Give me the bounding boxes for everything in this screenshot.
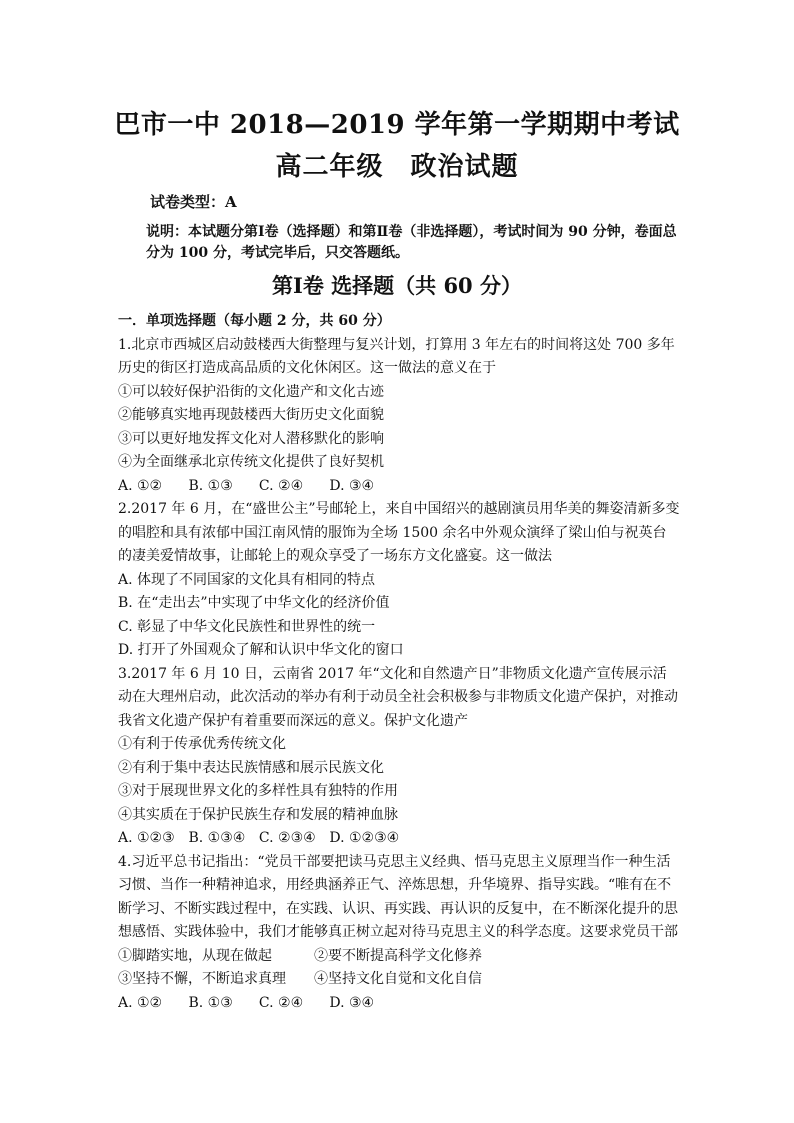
question-3-stem: 3.2017 年 6 月 10 日，云南省 2017 年“文化和自然遗产日”非物质文化遗产宣传展示活动在大理州启动，此次活动的举办有利于动员全社会积极参与非物质文化遗产保护，对推动我省文化遗产保护有着重要而深远的意义。保护文化遗产 — [118, 665, 678, 729]
part-heading: 一．单项选择题（每小题 2 分，共 60 分） — [118, 313, 391, 329]
question-2-option-d: D. 打开了外国观众了解和认识中华文化的窗口 — [118, 642, 404, 658]
question-4-item-row — [118, 945, 680, 969]
question-1-item: ①可以较好保护沿街的文化遗产和文化古迹 — [118, 383, 384, 400]
exam-subtitle: 高二年级 政治试题 — [275, 152, 519, 182]
option-c: C. ②③④ — [258, 830, 316, 846]
question-2-stem: 2.2017 年 6 月，在“盛世公主”号邮轮上，来自中国绍兴的越剧演员用华美的舞姿清新多变的唱腔和具有浓郁中国江南风情的服饰为全场 1500 余名中外观众演绎了梁山伯与祝英台的凄美爱情故事，让邮轮上的观众享受了一场东方文化盛宴。这一做法 — [118, 501, 680, 564]
question-4-item: ①脚踏实地，从现在做起 — [118, 947, 272, 964]
option-b: B. ①③④ — [188, 830, 246, 846]
question-3-item: ④其实质在于保护民族生存和发展的精神血脉 — [118, 806, 398, 823]
section-title: 第Ⅰ卷 选择题（共 60 分） — [272, 273, 522, 298]
option-c: C. ②④ — [258, 477, 304, 494]
option-c: C. ②④ — [258, 994, 304, 1011]
question-3-options — [118, 827, 680, 851]
question-4-item: ③坚持不懈，不断追求真理 — [118, 971, 286, 987]
question-4-stem: 4.习近平总书记指出：“党员干部要把读马克思主义经典、悟马克思主义原理当作一种生活习惯、当作一种精神追求，用经典涵养正气、淬炼思想，升华境界、指导实践。“唯有在不断学习、不断实践过程中，在实践、认识、再实践、再认识的反复中，在不断深化提升的思想感悟、实践体验中，我们才能够真正树立起对待马克思主义的科学态度。这要求党员干部 — [118, 853, 678, 940]
question-4-item-row — [118, 968, 680, 992]
option-b: B. ①③ — [188, 994, 233, 1011]
exam-type-label: 试卷类型：A — [150, 193, 237, 211]
option-d: D. ①②③④ — [329, 830, 400, 846]
question-4-item: ④坚持文化自觉和文化自信 — [314, 971, 482, 987]
question-2-option-a: A. 体现了不同国家的文化具有相同的特点 — [118, 571, 376, 588]
question-3-item: ③对于展现世界文化的多样性具有独特的作用 — [118, 783, 398, 799]
option-d: D. ③④ — [329, 994, 375, 1011]
option-b: B. ①③ — [188, 477, 233, 494]
question-1-item: ④为全面继承北京传统文化提供了良好契机 — [118, 454, 384, 470]
question-body — [118, 310, 680, 1015]
question-1-item: ③可以更好地发挥文化对人潜移默化的影响 — [118, 430, 384, 447]
question-4-options — [118, 992, 680, 1016]
exam-title: 巴市一中 2018—2019 学年第一学期期中考试 — [114, 110, 680, 140]
option-a: A. ①②③ — [118, 830, 175, 846]
question-1-options — [118, 475, 680, 499]
exam-instructions: 说明：本试题分第Ⅰ卷（选择题）和第Ⅱ卷（非选择题），考试时间为 90 分钟，卷面总分为 100 分，考试完毕后，只交答题纸。 — [146, 224, 677, 261]
option-d: D. ③④ — [329, 477, 375, 494]
question-2-option-c: C. 彰显了中华文化民族性和世界性的统一 — [118, 618, 376, 635]
question-4-item: ②要不断提高科学文化修养 — [314, 947, 482, 964]
question-1-stem: 1.北京市西城区启动鼓楼西大街整理与复兴计划，打算用 3 年左右的时间将这处 700 多年历史的街区打造成高品质的文化休闲区。这一做法的意义在于 — [118, 336, 675, 376]
question-2-option-b: B. 在“走出去”中实现了中华文化的经济价值 — [118, 595, 390, 611]
question-3-item: ②有利于集中表达民族情感和展示民族文化 — [118, 759, 384, 776]
question-1-item: ②能够真实地再现鼓楼西大街历史文化面貌 — [118, 407, 384, 423]
option-a: A. ①② — [118, 477, 163, 494]
question-3-item: ①有利于传承优秀传统文化 — [118, 736, 286, 752]
option-a: A. ①② — [118, 994, 163, 1011]
